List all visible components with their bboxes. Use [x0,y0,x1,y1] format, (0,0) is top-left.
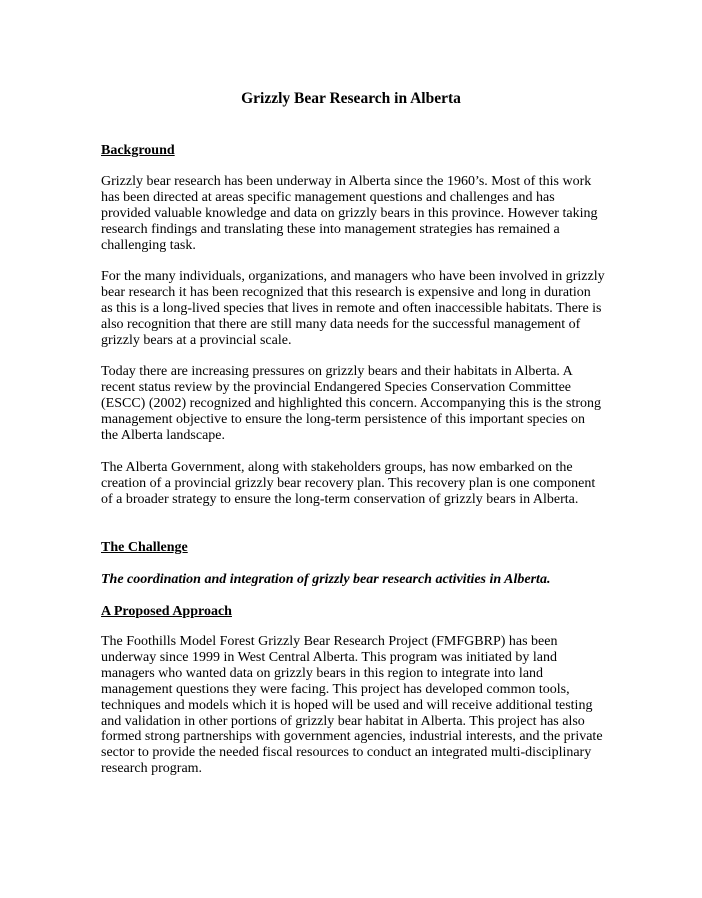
paragraph-line: also recognition that there are still many data needs for the successful management of [101,316,581,332]
paragraph-line: the Alberta landscape. [101,427,226,443]
challenge-statement: The coordination and integration of grizzly bear research activities in Alberta. [101,572,551,587]
paragraph-line: of a broader strategy to ensure the long-term conservation of grizzly bears in Alberta. [101,491,579,507]
paragraph-line: Today there are increasing pressures on grizzly bears and their habitats in Alberta. A [101,364,573,379]
paragraph-line: and validation in other portions of grizzly bear habitat in Alberta. This project has also [101,713,585,729]
paragraph-line: research findings and translating these into management strategies has remained a [101,221,560,237]
paragraph-line: underway since 1999 in West Central Alberta. This program was initiated by land [101,649,557,665]
document-title: Grizzly Bear Research in Alberta [241,90,461,107]
paragraph-line: challenging task. [101,237,196,253]
background-paragraph-2 [101,269,611,349]
background-paragraph-1 [101,174,611,254]
paragraph-line: provided valuable knowledge and data on grizzly bears in this province. However taking [101,205,598,221]
paragraph-line: creation of a provincial grizzly bear recovery plan. This recovery plan is one component [101,475,596,491]
paragraph-line: The Alberta Government, along with stakeholders groups, has now embarked on the [101,460,573,475]
paragraph-line: as this is a long-lived species that lives in remote and often inaccessible habitats. There is [101,300,602,316]
section-heading-challenge: The Challenge [101,540,188,555]
paragraph-line: sector to provide the needed fiscal resources to conduct an integrated multi-disciplinary [101,745,592,761]
section-heading-background: Background [101,143,175,158]
paragraph-line: has been directed at areas specific management questions and challenges and has [101,189,555,205]
paragraph-line: formed strong partnerships with government agencies, industrial interests, and the private [101,729,603,745]
background-paragraph-3 [101,364,611,444]
paragraph-line: management objective to ensure the long-term persistence of this important species on [101,411,586,427]
background-paragraph-4 [101,460,611,508]
paragraph-line: recent status review by the provincial Endangered Species Conservation Committee [101,379,572,395]
paragraph-line: research program. [101,761,203,777]
paragraph-line: Grizzly bear research has been underway in Alberta since the 1960’s. Most of this work [101,174,592,189]
section-heading-approach: A Proposed Approach [101,604,232,619]
paragraph-line: bear research it has been recognized that this research is expensive and long in duration [101,284,591,300]
paragraph-line: The Foothills Model Forest Grizzly Bear Research Project (FMFGBRP) has been [101,634,558,649]
paragraph-line: techniques and models which it is hoped will be used and will receive additional testing [101,697,593,713]
paragraph-line: managers who wanted data on grizzly bears in this region to integrate into land [101,665,544,681]
approach-paragraph [101,634,611,777]
paragraph-line: grizzly bears at a provincial scale. [101,332,292,348]
paragraph-line: management questions they were facing. This project has developed common tools, [101,681,570,697]
paragraph-line: (ESCC) (2002) recognized and highlighted this concern. Accompanying this is the strong [101,395,602,411]
paragraph-line: For the many individuals, organizations, and managers who have been involved in grizzly [101,269,605,284]
